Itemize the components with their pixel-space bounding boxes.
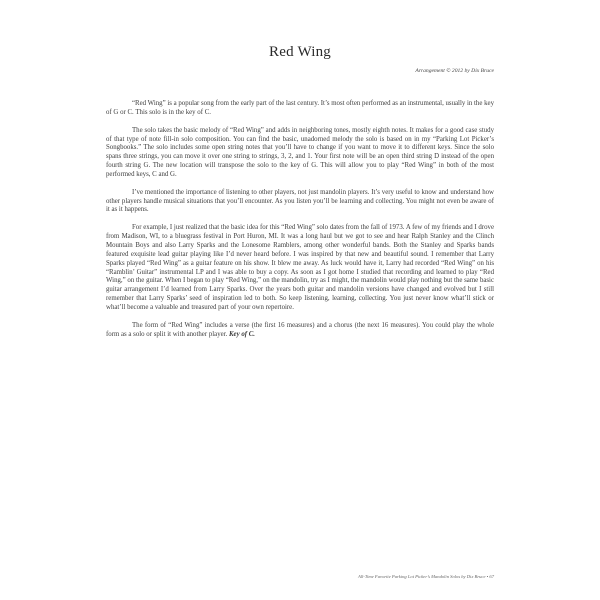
paragraph-4: For example, I just realized that the basic idea for this “Red Wing” solo dates from the fall of 1973. A few of my friends and I drove from Madison, WI, to a bluegrass festival in Port Huron, MI. It was a long haul but we got to see and hear Ralph Stanley and the Clinch Mountain Boys and also Larry Sparks and the Lonesome Ramblers, among other wonderful bands. Both the Stanley and Sparks bands featured exquisite lead guitar playing like I’d never heard before. I was inspired by that new and beautiful sound. I remember that Larry Sparks played “Red Wing” as a guitar feature on his show. It blew me away. As luck would have it, Larry had recorded “Red Wing” on his “Ramblin’ Guitar” instrumental LP and I was able to buy a copy. As soon as I got home I studied that recording and learned to play “Red Wing,” on the guitar. When I began to play “Red Wing,” on the mandolin, try as I might, the mandolin would play nothing but the same basic guitar arrangement I’d learned from Larry Sparks. Over the years both guitar and mandolin versions have changed and evolved but I still remember that Larry Sparks’ seed of inspiration led to both. So keep listening, learning, collecting. You just never know what’ll stick or what’ll become a valuable and treasured part of your own repertoire.	[106, 224, 494, 311]
key-note: Key of C.	[228, 330, 256, 338]
page-footer: All-Time Favorite Parking Lot Picker’s Mandolin Solos by Dix Bruce • 67	[357, 574, 494, 579]
paragraph-3: I’ve mentioned the importance of listening to other players, not just mandolin players. It’s very useful to know and understand how other players handle musical situations that you’ll encounter. As you listen you’ll be learning and collecting. You might not even be aware of it as it happens.	[106, 188, 494, 214]
page-title: Red Wing	[269, 44, 331, 60]
paragraph-1: “Red Wing” is a popular song from the early part of the last century. It’s most often performed as an instrumental, usually in the key of G or C. This solo is in the key of C.	[106, 100, 494, 116]
paragraph-5	[106, 322, 494, 340]
paragraph-2: The solo takes the basic melody of “Red Wing” and adds in neighboring tones, mostly eighth notes. It makes for a good case study of that type of note fill-in solo composition. You can find the basic, unadorned melody the solo is based on in my “Parking Lot Picker’s Songbooks.” The solo includes some open string notes that you’ll have to change if you want to move it to different keys. Since the solo spans three strings, you can move it over one string to strings, 3, 2, and 1. Your first note will be an open third string D instead of the open fourth string G. The new location will transpose the solo to the key of G. This will allow you to play “Red Wing” in both of the most performed keys, C and G.	[106, 126, 494, 178]
arrangement-credit: Arrangement © 2012 by Dix Bruce	[415, 68, 494, 74]
paragraph-5-text: The form of “Red Wing” includes a verse (the first 16 measures) and a chorus (the next 16 measures). You could play the whole form as a solo or split it with another player.	[106, 321, 494, 338]
body-text	[106, 100, 494, 348]
